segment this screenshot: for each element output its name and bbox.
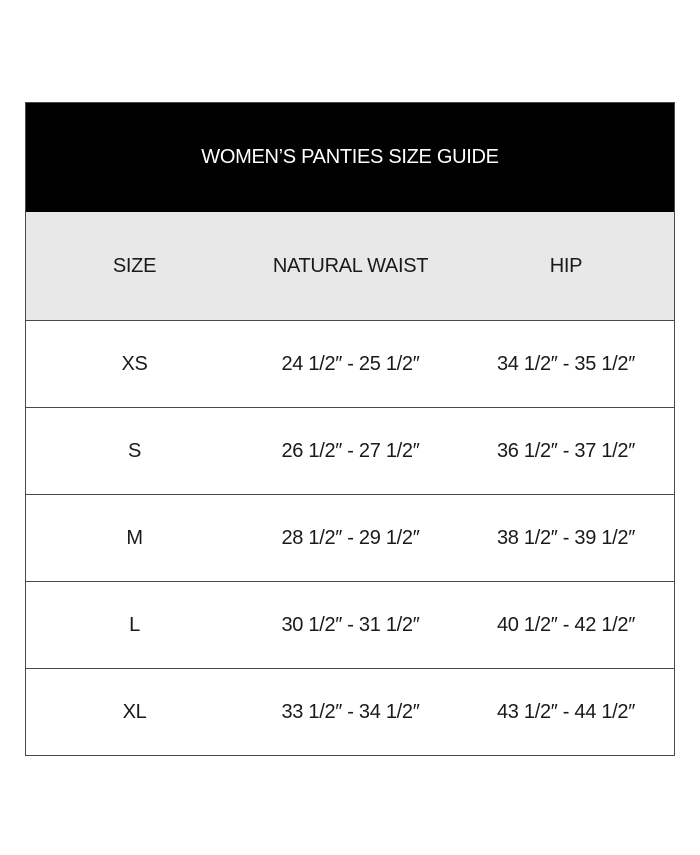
size-cell: XL bbox=[122, 700, 147, 723]
size-cell: L bbox=[129, 613, 140, 636]
hip-cell: 38 1/2″ - 39 1/2″ bbox=[496, 526, 636, 549]
hip-cell: 34 1/2″ - 35 1/2″ bbox=[496, 352, 636, 375]
waist-cell: 24 1/2″ - 25 1/2″ bbox=[281, 352, 420, 375]
header-hip: HIP bbox=[549, 254, 583, 277]
size-cell: M bbox=[126, 526, 143, 549]
waist-cell: 26 1/2″ - 27 1/2″ bbox=[281, 439, 420, 462]
hip-cell: 43 1/2″ - 44 1/2″ bbox=[496, 700, 636, 723]
waist-cell: 33 1/2″ - 34 1/2″ bbox=[281, 700, 420, 723]
table-row bbox=[26, 408, 674, 495]
table-row bbox=[26, 582, 674, 669]
hip-cell: 40 1/2″ - 42 1/2″ bbox=[496, 613, 636, 636]
table-row bbox=[26, 321, 674, 408]
waist-cell: 28 1/2″ - 29 1/2″ bbox=[281, 526, 420, 549]
table-row bbox=[26, 669, 674, 755]
size-cell: XS bbox=[121, 352, 148, 375]
table-title bbox=[26, 103, 674, 212]
size-guide-table bbox=[25, 102, 675, 756]
hip-cell: 36 1/2″ - 37 1/2″ bbox=[496, 439, 636, 462]
table-row bbox=[26, 495, 674, 582]
size-cell: S bbox=[127, 439, 142, 462]
waist-cell: 30 1/2″ - 31 1/2″ bbox=[281, 613, 420, 636]
header-natural-waist: NATURAL WAIST bbox=[272, 254, 429, 277]
header-size: SIZE bbox=[112, 254, 157, 277]
header-row bbox=[26, 212, 674, 321]
table-title-text: WOMEN’S PANTIES SIZE GUIDE bbox=[201, 146, 499, 168]
